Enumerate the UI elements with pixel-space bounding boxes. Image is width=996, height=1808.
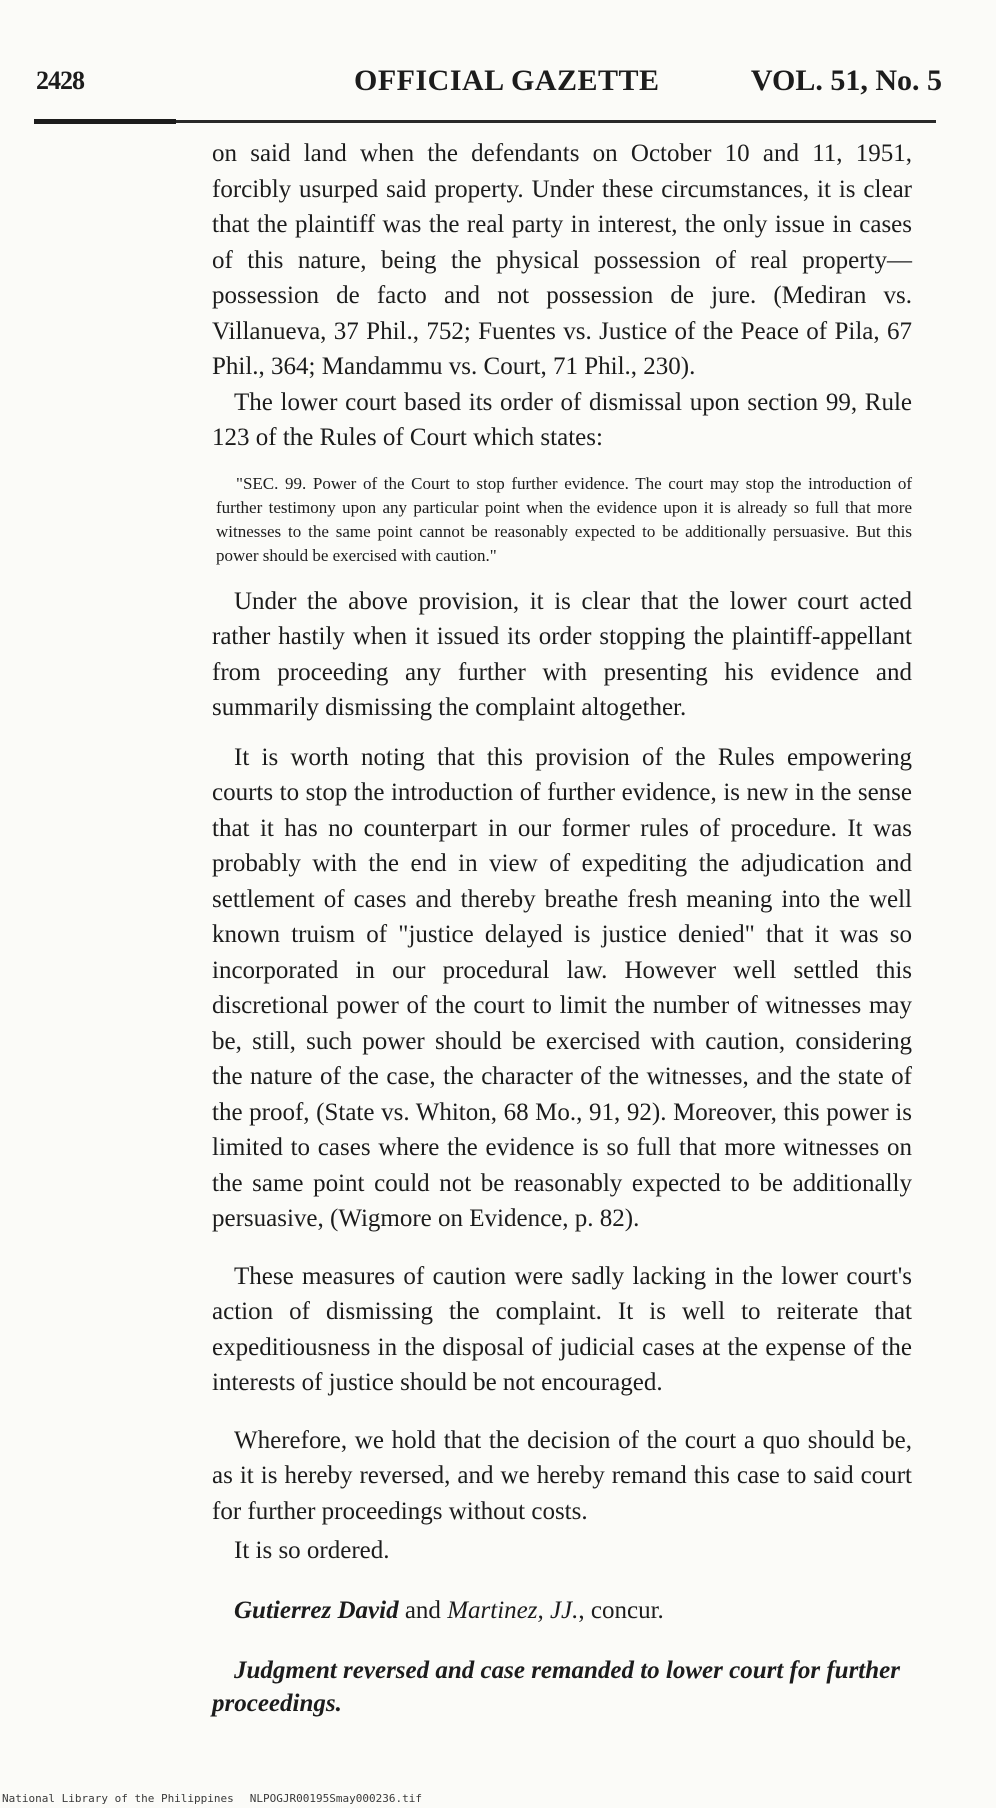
quoted-rule-section-99: "SEC. 99. Power of the Court to stop further evidence. The court may stop the introduction of further testimony upon any particular point when the evidence upon it is already so full that more witnesses to the same point cannot be reasonably expected to be additionally persuasive. But this power should be exercised with caution." — [216, 473, 912, 565]
paragraph-caution-lacking: These measures of caution were sadly lacking in the lower court's action of dismissing the complaint. It is well to reiterate that expeditiousness in the disposal of judicial cases at the expense of the interests of justice should be not encouraged. — [212, 1262, 912, 1396]
page-number: 2428 — [36, 66, 84, 95]
concurrence-conjunction: and — [398, 1596, 448, 1624]
footer-library: National Library of the Philippines — [2, 1792, 234, 1805]
scan-footer — [2, 1792, 422, 1805]
concurrence-tail: , concur. — [578, 1596, 664, 1624]
paragraph-disposition: Wherefore, we hold that the decision of the court a quo should be, as it is hereby reversed, and we hereby remand this case to said court for further proceedings without costs. — [212, 1426, 912, 1525]
decision-body — [212, 136, 912, 1720]
paragraph-possession: on said land when the defendants on October 10 and 11, 1951, forcibly usurped said property. Under these circumstances, it is clear that the plaintiff was the real party in interest, the only issue in cases of this nature, being the physical possession of real property—possession de facto and not possession de jure. (Mediran vs. Villanueva, 37 Phil., 752; Fuentes vs. Justice of the Peace of Pila, 67 Phil., 364; Mandammu vs. Court, 71 Phil., 230). — [212, 140, 912, 380]
so-ordered: It is so ordered. — [234, 1537, 390, 1564]
footer-file-id: NLPOGJR00195Smay000236.tif — [249, 1792, 422, 1805]
paragraph-provision-analysis: It is worth noting that this provision of the Rules empowering courts to stop the introduction of further evidence, is new in the sense that it has no counterpart in our former rules of procedure. It was probably with the end in view of expediting the adjudication and settlement of cases and thereby breathe fresh meaning into the well known truism of "justice delayed is justice denied" that it was so incorporated in our procedural law. However well settled this discretional power of the court to limit the number of witnesses may be, still, such power should be exercised with caution, considering the nature of the case, the character of the witnesses, and the state of the proof, (State vs. Whiton, 68 Mo., 91, 92). Moreover, this power is limited to cases where the evidence is so full that more witnesses on the same point could not be reasonably expected to be additionally persuasive, (Wigmore on Evidence, p. 82). — [212, 743, 912, 1232]
page-header — [36, 64, 942, 104]
volume-issue: VOL. 51, No. 5 — [750, 64, 942, 97]
paragraph-hasty-action: Under the above provision, it is clear that the lower court acted rather hastily when it issued its order stopping the plaintiff-appellant from proceeding any further with presenting his evidence and summarily dismissing the complaint altogether. — [212, 587, 912, 721]
concurrence-line — [212, 1593, 912, 1629]
concurring-justice-2: Martinez, JJ. — [447, 1596, 579, 1624]
gazette-title: OFFICIAL GAZETTE — [354, 64, 660, 97]
judgment-note: Judgment reversed and case remanded to lower court for further proceedings. — [212, 1657, 900, 1717]
header-rule-accent — [34, 119, 176, 124]
concurring-justice-1: Gutierrez David — [234, 1596, 399, 1624]
paragraph-lower-court-basis: The lower court based its order of dismissal upon section 99, Rule 123 of the Rules of Court which states: — [212, 388, 912, 451]
